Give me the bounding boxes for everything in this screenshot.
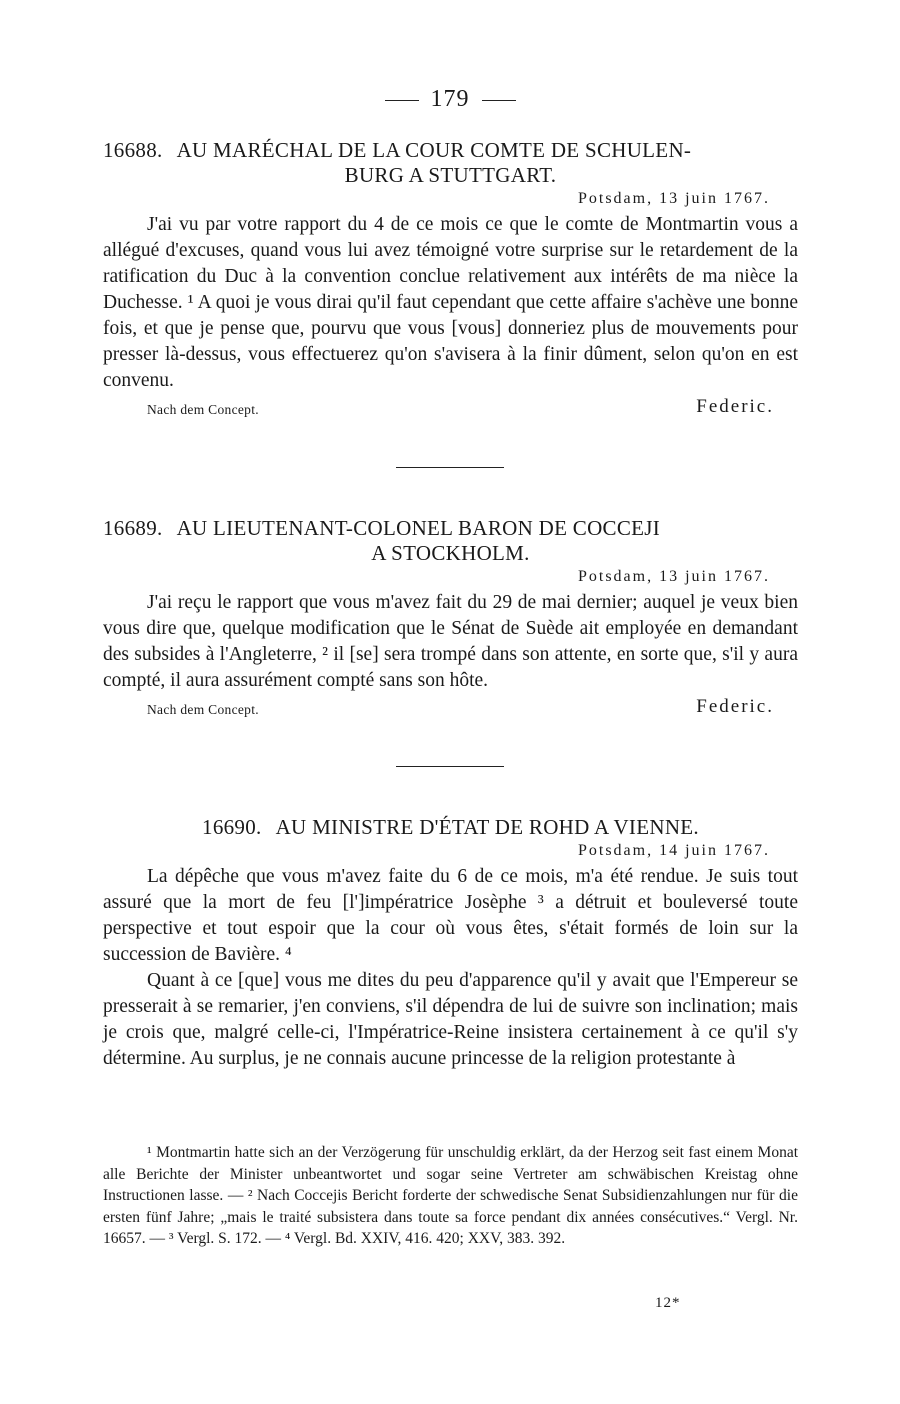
footnotes <box>103 1142 798 1250</box>
letter-footer <box>103 696 798 722</box>
letter-signature: Federic. <box>696 396 774 417</box>
letter-16689 <box>103 516 798 722</box>
letter-title-line1: AU MINISTRE D'ÉTAT DE ROHD A VIENNE. <box>275 815 699 839</box>
letter-body <box>103 212 798 394</box>
section-divider <box>396 766 504 767</box>
letter-dateline: Potsdam, 13 juin 1767. <box>577 568 770 585</box>
header-dash-right <box>482 100 516 101</box>
letter-number: 16690. <box>202 815 262 839</box>
letter-body <box>103 590 798 694</box>
section-divider <box>396 467 504 468</box>
letter-signature: Federic. <box>696 696 774 717</box>
letter-title-line1: AU MARÉCHAL DE LA COUR COMTE DE SCHULEN- <box>176 138 692 162</box>
page-header <box>0 86 900 113</box>
letter-title-line2: A STOCKHOLM. <box>371 541 530 565</box>
letter-title-line2: BURG A STUTTGART. <box>344 163 557 187</box>
letter-paragraph: J'ai reçu le rapport que vous m'avez fait du 29 de mai dernier; auquel je veux bien vous dire que, quelque modification que le Sénat de Suède ait employée en demandant des subsides à l'Angleterre, ² il [se] sera trompé dans son attente, en sorte que, s'il y aura compté, il aura assurément compté sans son hôte. <box>103 592 798 691</box>
header-dash-left <box>385 100 419 101</box>
letter-title <box>103 516 798 541</box>
page-number: 179 <box>430 86 470 112</box>
letter-title-line1: AU LIEUTENANT-COLONEL BARON DE COCCEJI <box>176 516 661 540</box>
letter-source: Nach dem Concept. <box>147 402 259 417</box>
letter-number: 16689. <box>103 516 163 540</box>
letter-source: Nach dem Concept. <box>147 702 259 717</box>
printer-signature-mark: 12* <box>655 1295 681 1311</box>
letter-paragraph: J'ai vu par votre rapport du 4 de ce mois ce que le comte de Montmartin vous a allégué d'excuses, quand vous lui avez témoigné votre surprise sur le retardement de la ratification du Duc à la convention conclue relativement aux intérêts de ma nièce la Duchesse. ¹ A quoi je vous dirai qu'il faut cependant que cette affaire s'achève une bonne fois, et que je pense que, pourvu que vous [vous] donneriez plus de mouvements pour presser là-dessus, vous effectuerez qu'on s'avisera à la finir dûment, selon qu'on en est convenu. <box>103 214 798 391</box>
footnote-text: ¹ Montmartin hatte sich an der Verzögerung für unschuldig erklärt, da der Herzog seit fast einem Monat alle Berichte der Minister unbeantwortet und sogar seine Vertreter am schwäbischen Kreistag ohne Instructionen lasse. — ² Nach Coccejis Bericht forderte der schwedische Senat Subsidienzahlungen nur für die ersten fünf Jahre; „mais le traité subsistera dans toute sa force pendant dix années consécutives.“ Vergl. Nr. 16657. — ³ Vergl. S. 172. — ⁴ Vergl. Bd. XXIV, 416. 420; XXV, 383. 392. <box>103 1144 798 1247</box>
letter-paragraph: La dépêche que vous m'avez faite du 6 de ce mois, m'a été rendue. Je suis tout assuré que la mort de feu [l']impératrice Josèphe ³ a détruit et bouleversé toute perspective et tout espoir que la cour où vous êtes, s'était formés de loin sur la succession de Bavière. ⁴ <box>103 866 798 965</box>
letter-paragraph: Quant à ce [que] vous me dites du peu d'apparence qu'il y avait que l'Empereur se presserait à se remarier, j'en conviens, s'il dépendra de lui de suivre son inclination; mais je crois que, malgré celle-ci, l'Impératrice-Reine insistera certainement à ce qu'il s'y détermine. Au surplus, je ne connais aucune princesse de la religion protestante à <box>103 970 798 1069</box>
letter-16690 <box>103 815 798 1072</box>
letter-body <box>103 864 798 1072</box>
letter-title <box>103 138 798 163</box>
letter-16688 <box>103 138 798 422</box>
letter-footer <box>103 396 798 422</box>
letter-dateline: Potsdam, 14 juin 1767. <box>577 842 770 859</box>
letter-number: 16688. <box>103 138 163 162</box>
letter-dateline: Potsdam, 13 juin 1767. <box>577 190 770 207</box>
letter-title <box>103 815 798 840</box>
